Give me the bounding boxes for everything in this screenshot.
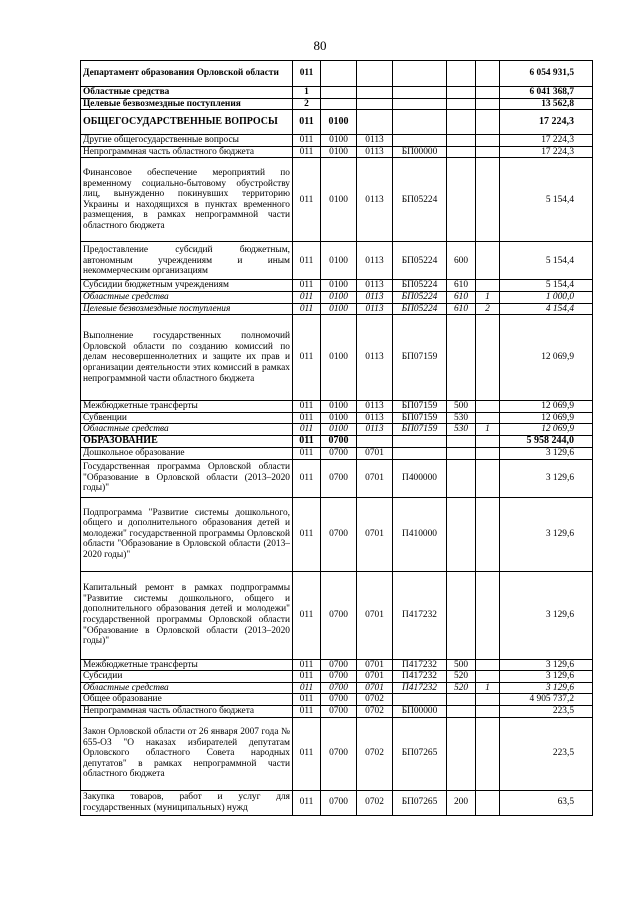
admin-code: 011 <box>293 682 321 694</box>
row-amount: 5 154,4 <box>500 158 593 242</box>
row-name: Целевые безвозмездные поступления <box>81 303 293 315</box>
subsection-code: 0701 <box>357 571 393 659</box>
subsection-code: 0113 <box>357 424 393 436</box>
target-article-code <box>393 61 447 87</box>
section-code: 0100 <box>321 158 357 242</box>
table-row <box>81 571 593 659</box>
table-row <box>81 790 593 815</box>
expense-type-code: 610 <box>447 280 476 292</box>
expense-type-code <box>447 158 476 242</box>
table-row <box>81 424 593 436</box>
expense-type-code: 500 <box>447 401 476 413</box>
expense-type-code <box>447 98 476 110</box>
table-row <box>81 401 593 413</box>
section-code: 0700 <box>321 682 357 694</box>
table-row <box>81 87 593 99</box>
row-name: Предоставление субсидий бюджетным, автономным учреждениям и иным некоммерческим организациям <box>81 242 293 280</box>
target-article-code <box>393 98 447 110</box>
source-code <box>476 61 500 87</box>
admin-code: 011 <box>293 659 321 671</box>
row-name: Государственная программа Орловской области "Образование в Орловской области (2013–2020 годы)" <box>81 459 293 497</box>
target-article-code <box>393 135 447 147</box>
target-article-code <box>393 87 447 99</box>
source-code: 1 <box>476 424 500 436</box>
section-code: 0100 <box>321 280 357 292</box>
target-article-code: П417232 <box>393 671 447 683</box>
row-amount: 3 129,6 <box>500 447 593 459</box>
source-code <box>476 242 500 280</box>
section-code: 0700 <box>321 447 357 459</box>
row-name: Областные средства <box>81 87 293 99</box>
section-code: 0700 <box>321 671 357 683</box>
row-amount: 223,5 <box>500 705 593 717</box>
table-row <box>81 135 593 147</box>
admin-code: 2 <box>293 98 321 110</box>
source-code <box>476 158 500 242</box>
table-row <box>81 315 593 401</box>
expense-type-code: 500 <box>447 659 476 671</box>
subsection-code <box>357 435 393 447</box>
expense-type-code <box>447 717 476 790</box>
source-code <box>476 280 500 292</box>
row-amount: 223,5 <box>500 717 593 790</box>
subsection-code: 0113 <box>357 303 393 315</box>
target-article-code: БП07265 <box>393 717 447 790</box>
row-name: Департамент образования Орловской области <box>81 61 293 87</box>
table-row <box>81 447 593 459</box>
subsection-code: 0701 <box>357 497 393 571</box>
subsection-code: 0113 <box>357 412 393 424</box>
table-row <box>81 98 593 110</box>
subsection-code <box>357 110 393 135</box>
subsection-code: 0701 <box>357 671 393 683</box>
source-code <box>476 571 500 659</box>
target-article-code <box>393 110 447 135</box>
table-row <box>81 459 593 497</box>
row-name: Межбюджетные трансферты <box>81 401 293 413</box>
row-name: Подпрограмма "Развитие системы дошкольного, общего и дополнительного образования детей и молодежи" государственной программы Орловской области "Образование в Орловской области (2013–2020 годы)" <box>81 497 293 571</box>
source-code <box>476 401 500 413</box>
row-amount: 3 129,6 <box>500 497 593 571</box>
expense-type-code: 520 <box>447 671 476 683</box>
subsection-code: 0702 <box>357 705 393 717</box>
row-name: Субвенции <box>81 412 293 424</box>
admin-code: 011 <box>293 61 321 87</box>
target-article-code: БП07159 <box>393 412 447 424</box>
target-article-code: БП07159 <box>393 424 447 436</box>
row-name: Закупка товаров, работ и услуг для государственных (муниципальных) нужд <box>81 790 293 815</box>
expense-type-code: 610 <box>447 291 476 303</box>
admin-code: 011 <box>293 242 321 280</box>
subsection-code: 0701 <box>357 447 393 459</box>
target-article-code: БП00000 <box>393 146 447 158</box>
section-code <box>321 98 357 110</box>
source-code <box>476 790 500 815</box>
table-row <box>81 242 593 280</box>
admin-code: 011 <box>293 412 321 424</box>
target-article-code: БП05224 <box>393 242 447 280</box>
expense-type-code <box>447 87 476 99</box>
row-amount: 12 069,9 <box>500 424 593 436</box>
row-name: Выполнение государственных полномочий Орловской области по созданию комиссий по делам несовершеннолетних и защите их прав и организации деятельности этих комиссий в рамках непрограммной части областного бюджета <box>81 315 293 401</box>
admin-code: 011 <box>293 135 321 147</box>
expense-type-code: 200 <box>447 790 476 815</box>
source-code <box>476 412 500 424</box>
section-code: 0100 <box>321 110 357 135</box>
table-row <box>81 158 593 242</box>
row-amount: 1 000,0 <box>500 291 593 303</box>
row-amount: 3 129,6 <box>500 659 593 671</box>
section-code: 0700 <box>321 459 357 497</box>
row-amount: 6 054 931,5 <box>500 61 593 87</box>
row-name: Непрограммная часть областного бюджета <box>81 705 293 717</box>
subsection-code: 0113 <box>357 291 393 303</box>
subsection-code: 0113 <box>357 401 393 413</box>
section-code: 0700 <box>321 571 357 659</box>
subsection-code <box>357 98 393 110</box>
target-article-code: П400000 <box>393 459 447 497</box>
row-name: Межбюджетные трансферты <box>81 659 293 671</box>
row-amount: 5 154,4 <box>500 242 593 280</box>
row-name: Финансовое обеспечение мероприятий по временному социально-бытовому обустройству лиц, вынужденно покинувших территорию Украины и находящихся в пунктах временного размещения, в рамках непрограммной части областного бюджета <box>81 158 293 242</box>
source-code <box>476 435 500 447</box>
expense-type-code <box>447 315 476 401</box>
admin-code: 011 <box>293 291 321 303</box>
source-code <box>476 659 500 671</box>
admin-code: 011 <box>293 459 321 497</box>
admin-code: 011 <box>293 315 321 401</box>
section-code <box>321 87 357 99</box>
section-code: 0700 <box>321 705 357 717</box>
admin-code: 011 <box>293 571 321 659</box>
subsection-code: 0113 <box>357 158 393 242</box>
section-code: 0100 <box>321 135 357 147</box>
table-row <box>81 705 593 717</box>
admin-code: 1 <box>293 87 321 99</box>
expense-type-code: 600 <box>447 242 476 280</box>
row-amount: 3 129,6 <box>500 682 593 694</box>
target-article-code: П417232 <box>393 682 447 694</box>
section-code: 0700 <box>321 790 357 815</box>
row-amount: 63,5 <box>500 790 593 815</box>
source-code <box>476 705 500 717</box>
subsection-code: 0113 <box>357 315 393 401</box>
section-code: 0700 <box>321 497 357 571</box>
source-code <box>476 135 500 147</box>
row-name: ОБЩЕГОСУДАРСТВЕННЫЕ ВОПРОСЫ <box>81 110 293 135</box>
row-name: Другие общегосударственные вопросы <box>81 135 293 147</box>
row-amount: 3 129,6 <box>500 671 593 683</box>
target-article-code: П417232 <box>393 659 447 671</box>
table-row <box>81 110 593 135</box>
source-code <box>476 315 500 401</box>
row-amount: 6 041 368,7 <box>500 87 593 99</box>
admin-code: 011 <box>293 303 321 315</box>
subsection-code: 0701 <box>357 659 393 671</box>
expense-type-code <box>447 459 476 497</box>
row-amount: 17 224,3 <box>500 135 593 147</box>
row-amount: 13 562,8 <box>500 98 593 110</box>
table-row <box>81 694 593 706</box>
target-article-code: БП05224 <box>393 303 447 315</box>
target-article-code <box>393 435 447 447</box>
admin-code: 011 <box>293 790 321 815</box>
row-amount: 12 069,9 <box>500 412 593 424</box>
section-code: 0100 <box>321 146 357 158</box>
source-code: 2 <box>476 303 500 315</box>
subsection-code: 0113 <box>357 135 393 147</box>
source-code <box>476 717 500 790</box>
section-code: 0100 <box>321 412 357 424</box>
section-code: 0700 <box>321 659 357 671</box>
table-row <box>81 146 593 158</box>
section-code: 0100 <box>321 315 357 401</box>
table-row <box>81 659 593 671</box>
target-article-code <box>393 694 447 706</box>
target-article-code: БП05224 <box>393 291 447 303</box>
admin-code: 011 <box>293 717 321 790</box>
source-code <box>476 98 500 110</box>
subsection-code: 0702 <box>357 790 393 815</box>
expense-type-code: 530 <box>447 424 476 436</box>
subsection-code: 0701 <box>357 459 393 497</box>
source-code: 1 <box>476 291 500 303</box>
section-code: 0100 <box>321 401 357 413</box>
budget-table <box>80 60 593 816</box>
row-name: Общее образование <box>81 694 293 706</box>
row-name: Закон Орловской области от 26 января 2007 года № 655-ОЗ "О наказах избирателей депутатам Орловского областного Совета народных депутатов" в рамках непрограммной части областного бюджета <box>81 717 293 790</box>
row-name: Областные средства <box>81 682 293 694</box>
row-amount: 4 905 737,2 <box>500 694 593 706</box>
source-code <box>476 87 500 99</box>
row-name: Субсидии <box>81 671 293 683</box>
expense-type-code <box>447 435 476 447</box>
admin-code: 011 <box>293 158 321 242</box>
target-article-code: БП00000 <box>393 705 447 717</box>
section-code: 0100 <box>321 303 357 315</box>
row-amount: 5 154,4 <box>500 280 593 292</box>
source-code <box>476 447 500 459</box>
subsection-code: 0113 <box>357 146 393 158</box>
admin-code: 011 <box>293 280 321 292</box>
expense-type-code: 610 <box>447 303 476 315</box>
expense-type-code <box>447 110 476 135</box>
table-row <box>81 435 593 447</box>
target-article-code: БП07265 <box>393 790 447 815</box>
row-amount: 5 958 244,0 <box>500 435 593 447</box>
source-code <box>476 110 500 135</box>
table-row <box>81 412 593 424</box>
source-code: 1 <box>476 682 500 694</box>
row-name: Дошкольное образование <box>81 447 293 459</box>
section-code: 0100 <box>321 242 357 280</box>
source-code <box>476 694 500 706</box>
target-article-code: БП07159 <box>393 401 447 413</box>
table-row <box>81 291 593 303</box>
section-code: 0100 <box>321 291 357 303</box>
source-code <box>476 459 500 497</box>
table-row <box>81 497 593 571</box>
expense-type-code <box>447 694 476 706</box>
table-row <box>81 671 593 683</box>
table-row <box>81 303 593 315</box>
admin-code: 011 <box>293 671 321 683</box>
row-name: Целевые безвозмездные поступления <box>81 98 293 110</box>
subsection-code: 0701 <box>357 682 393 694</box>
row-name: Капитальный ремонт в рамках подпрограммы "Развитие системы дошкольного, общего и дополнительного образования детей и молодежи" государственной программы Орловской области "Образование в Орловской области (2013–2020 годы)" <box>81 571 293 659</box>
table-row <box>81 280 593 292</box>
row-amount: 17 224,3 <box>500 146 593 158</box>
expense-type-code <box>447 61 476 87</box>
admin-code: 011 <box>293 705 321 717</box>
expense-type-code <box>447 497 476 571</box>
expense-type-code <box>447 447 476 459</box>
target-article-code: П410000 <box>393 497 447 571</box>
source-code <box>476 497 500 571</box>
table-row <box>81 717 593 790</box>
admin-code: 011 <box>293 435 321 447</box>
row-amount: 3 129,6 <box>500 459 593 497</box>
table-row <box>81 61 593 87</box>
subsection-code: 0113 <box>357 242 393 280</box>
expense-type-code <box>447 571 476 659</box>
subsection-code <box>357 87 393 99</box>
admin-code: 011 <box>293 424 321 436</box>
section-code: 0700 <box>321 717 357 790</box>
source-code <box>476 146 500 158</box>
admin-code: 011 <box>293 401 321 413</box>
subsection-code: 0702 <box>357 694 393 706</box>
admin-code: 011 <box>293 497 321 571</box>
row-amount: 4 154,4 <box>500 303 593 315</box>
row-amount: 12 069,9 <box>500 401 593 413</box>
expense-type-code <box>447 146 476 158</box>
admin-code: 011 <box>293 110 321 135</box>
row-amount: 12 069,9 <box>500 315 593 401</box>
target-article-code: БП05224 <box>393 280 447 292</box>
target-article-code: БП07159 <box>393 315 447 401</box>
section-code: 0100 <box>321 424 357 436</box>
admin-code: 011 <box>293 694 321 706</box>
expense-type-code: 520 <box>447 682 476 694</box>
admin-code: 011 <box>293 146 321 158</box>
admin-code: 011 <box>293 447 321 459</box>
table-body <box>81 61 593 816</box>
row-name: ОБРАЗОВАНИЕ <box>81 435 293 447</box>
section-code <box>321 61 357 87</box>
target-article-code <box>393 447 447 459</box>
expense-type-code <box>447 705 476 717</box>
section-code: 0700 <box>321 435 357 447</box>
section-code: 0700 <box>321 694 357 706</box>
row-name: Непрограммная часть областного бюджета <box>81 146 293 158</box>
subsection-code: 0113 <box>357 280 393 292</box>
row-amount: 3 129,6 <box>500 571 593 659</box>
row-name: Областные средства <box>81 424 293 436</box>
row-name: Субсидии бюджетным учреждениям <box>81 280 293 292</box>
expense-type-code <box>447 135 476 147</box>
source-code <box>476 671 500 683</box>
target-article-code: БП05224 <box>393 158 447 242</box>
row-amount: 17 224,3 <box>500 110 593 135</box>
target-article-code: П417232 <box>393 571 447 659</box>
subsection-code: 0702 <box>357 717 393 790</box>
subsection-code <box>357 61 393 87</box>
expense-type-code: 530 <box>447 412 476 424</box>
row-name: Областные средства <box>81 291 293 303</box>
table-row <box>81 682 593 694</box>
page-number: 80 <box>313 38 327 53</box>
